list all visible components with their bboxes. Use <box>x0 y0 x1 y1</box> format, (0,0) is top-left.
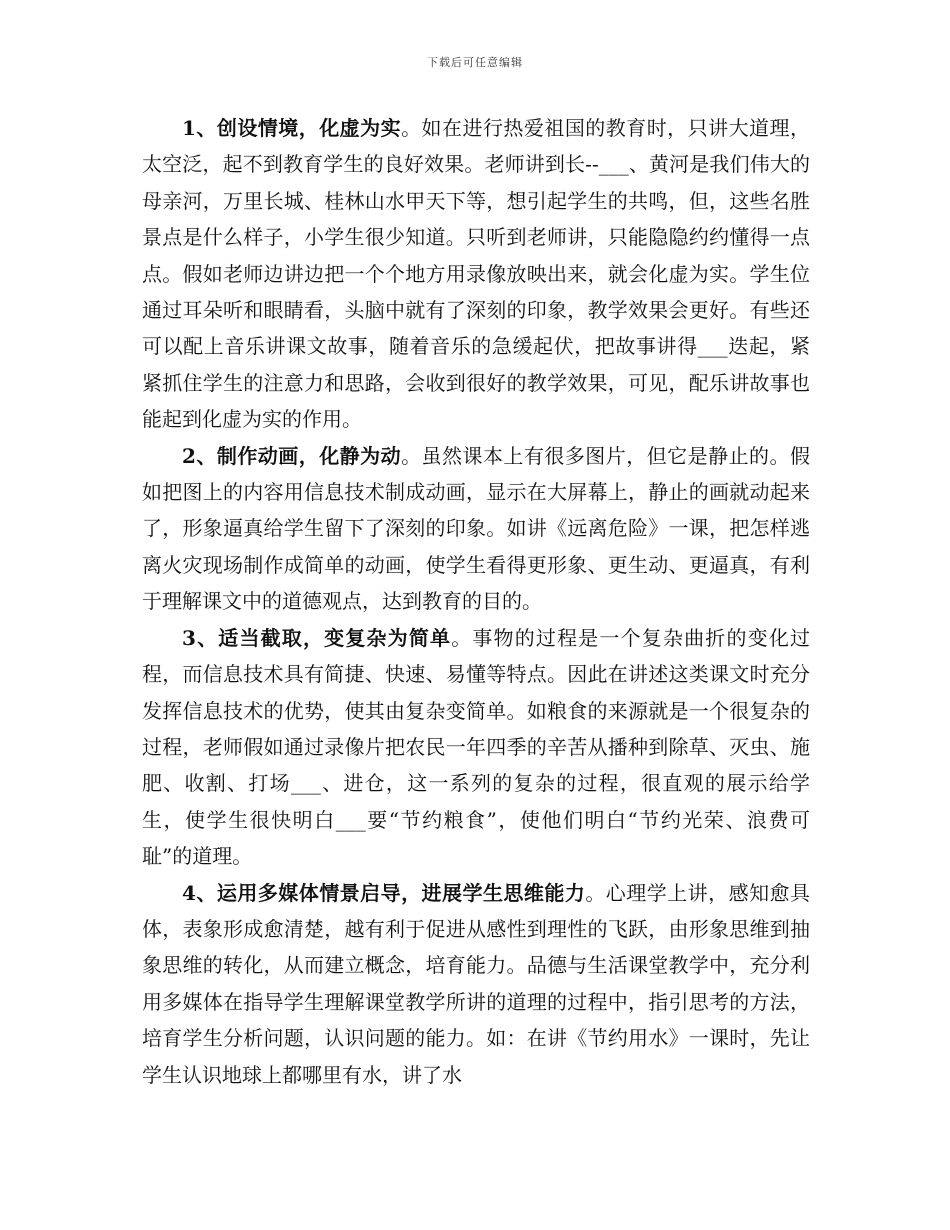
document-body <box>142 110 810 1093</box>
paragraph-4 <box>142 875 810 1093</box>
paragraph-heading: 2、制作动画，化静为动 <box>182 443 402 468</box>
paragraph-heading: 3、适当截取，变复杂为简单 <box>182 625 452 650</box>
paragraph-3 <box>142 620 810 875</box>
paragraph-text: 。如在进行热爱祖国的教育时，只讲大道理，太空泛，起不到教育学生的良好效果。老师讲到长--___、黄河是我们伟大的母亲河，万里长城、桂林山水甲天下等，想引起学生的共鸣，但，这些名胜景点是什么样子，小学生很少知道。只听到老师讲，只能隐隐约约懂得一点点。假如老师边讲边把一个个地方用录像放映出来，就会化虚为实。学生位通过耳朵听和眼睛看，头脑中就有了深刻的印象，教学效果会更好。有些还可以配上音乐讲课文故事，随着音乐的急缓起伏，把故事讲得___迭起，紧紧抓住学生的注意力和思路，会收到很好的教学效果，可见，配乐讲故事也能起到化虚为实的作用。 <box>142 116 810 432</box>
paragraph-text: 。事物的过程是一个复杂曲折的变化过程，而信息技术具有简捷、快速、易懂等特点。因此在讲述这类课文时充分发挥信息技术的优势，使其由复杂变简单。如粮食的来源就是一个很复杂的过程，老师假如通过录像片把农民一年四季的辛苦从播种到除草、灭虫、施肥、收割、打场___、进仓，这一系列的复杂的过程，很直观的展示给学生，使学生很快明白___要“节约粮食”，使他们明白“节约光荣、浪费可耻”的道理。 <box>142 625 811 869</box>
paragraph-text: 。心理学上讲，感知愈具体，表象形成愈清楚，越有利于促进从感性到理性的飞跃，由形象思维到抽象思维的转化，从而建立概念，培育能力。品德与生活课堂教学中，充分利用多媒体在指导学生理解课堂教学所讲的道理的过程中，指引思考的方法，培育学生分析问题，认识问题的能力。如：在讲《节约用水》一课时，先让学生认识地球上都哪里有水，讲了水 <box>142 880 811 1087</box>
paragraph-2 <box>142 438 810 620</box>
paragraph-text: 。虽然课本上有很多图片，但它是静止的。假如把图上的内容用信息技术制成动画，显示在大屏幕上，静止的画就动起来了，形象逼真给学生留下了深刻的印象。如讲《远离危险》一课，把怎样逃离火灾现场制作成简单的动画，使学生看得更形象、更生动、更逼真，有利于理解课文中的道德观点，达到教育的目的。 <box>142 443 810 614</box>
paragraph-heading: 1、创设情境，化虚为实 <box>182 116 402 140</box>
page-header: 下载后可任意编辑 <box>427 56 523 69</box>
paragraph-heading: 4、运用多媒体情景启导，进展学生思维能力 <box>182 880 586 905</box>
paragraph-1 <box>142 110 810 438</box>
